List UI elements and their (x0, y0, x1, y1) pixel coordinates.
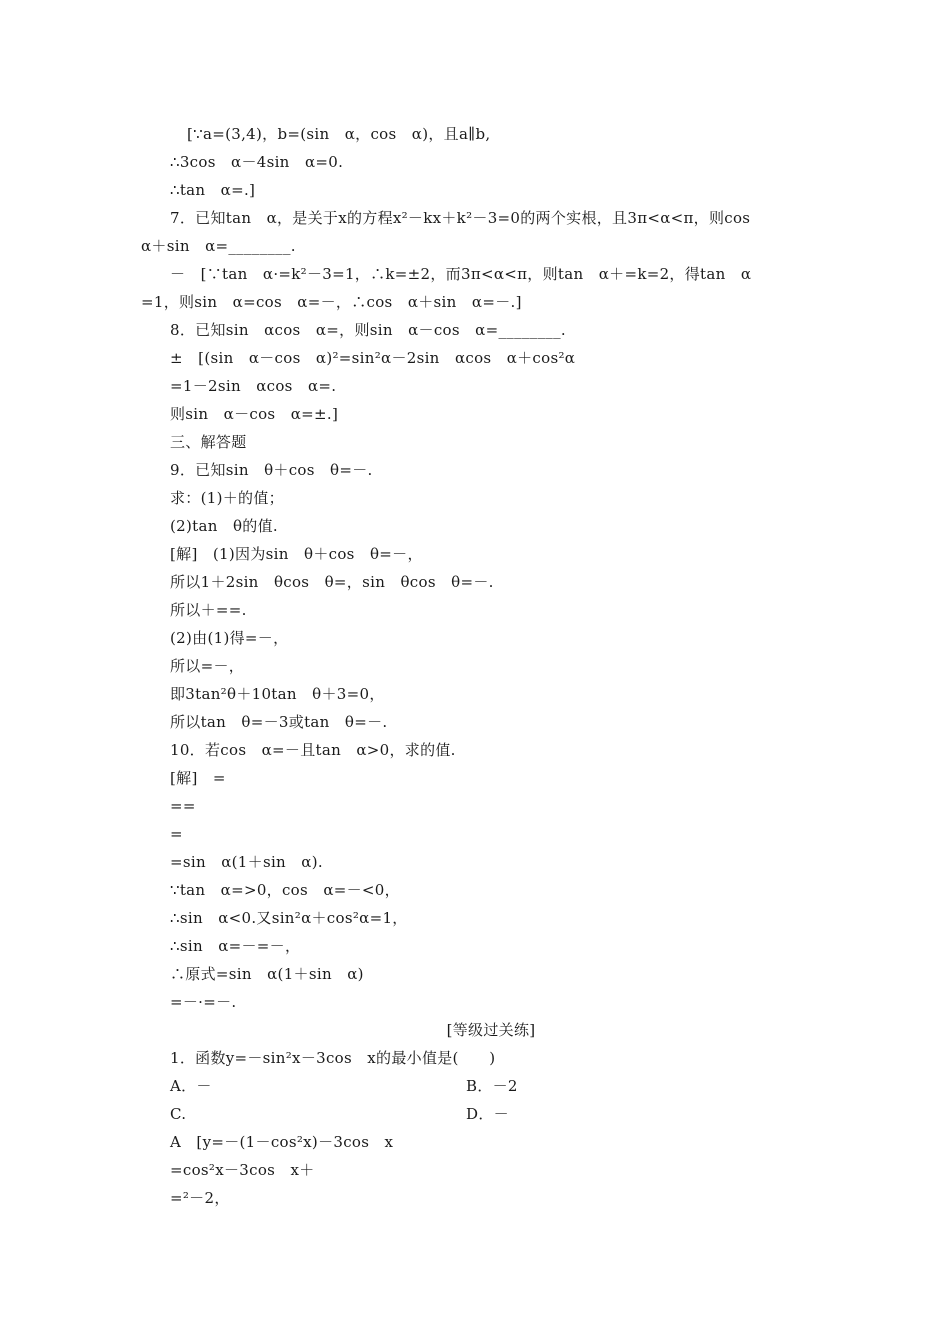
section-heading: 三、解答题 (170, 433, 247, 451)
option-c: C. (170, 1105, 187, 1123)
text-line: ∴3cos α－4sin α=0. (170, 153, 344, 171)
text-line: 所以1＋2sin θcos θ=，sin θcos θ=－. (170, 573, 494, 591)
question-10: 10．若cos α=－且tan α>0，求的值. (170, 741, 456, 759)
text-line: ∴原式=sin α(1＋sin α) (170, 965, 364, 983)
text-line: =1，则sin α=cos α=－，∴cos α＋sin α=－.] (141, 293, 522, 311)
text-line: [∵a=(3,4)，b=(sin α，cos α)，且a∥b, (187, 125, 491, 143)
text-line: ∵tan α=>0，cos α=－<0， (170, 881, 400, 899)
text-line: =cos²x－3cos x＋ (170, 1161, 315, 1179)
question-1-stem: 1．函数y=－sin²x－3cos x的最小值是( ) (170, 1049, 496, 1067)
text-line: 所以tan θ=－3或tan θ=－. (170, 713, 388, 731)
answer-1: A [y=－(1－cos²x)－3cos x (170, 1133, 394, 1151)
option-a: A．－ (170, 1077, 212, 1095)
text-line: =sin α(1＋sin α). (170, 853, 323, 871)
text-line: 即3tan²θ＋10tan θ＋3=0， (170, 685, 385, 703)
text-line: 求：(1)＋的值； (170, 489, 284, 507)
text-line: =²－2， (170, 1189, 230, 1207)
solution-9: [解] (1)因为sin θ＋cos θ=－， (170, 545, 423, 563)
option-b: B．－2 (466, 1077, 518, 1095)
answer-8: ± [(sin α－cos α)²=sin²α－2sin αcos α＋cos²α (170, 349, 576, 367)
text-line: == (170, 797, 196, 815)
text-line: = (170, 825, 183, 843)
text-line: ∴tan α=.] (170, 181, 256, 199)
text-line: 则sin α－cos α=±.] (170, 405, 339, 423)
text-line: 所以=－， (170, 657, 245, 675)
text-line: α＋sin α=________. (141, 237, 296, 255)
text-line: =1－2sin αcos α=. (170, 377, 337, 395)
answer-7: － [∵tan α·=k²－3=1，∴k=±2，而3π<α<π，则tan α＋=k=2，得tan α (170, 265, 752, 283)
section-title: [等级过关练] (446, 1021, 536, 1039)
question-7: 7．已知tan α，是关于x的方程x²－kx＋k²－3=0的两个实根，且3π<α<π，则cos (170, 209, 751, 227)
option-d: D．－ (466, 1105, 509, 1123)
text-line: 所以＋==. (170, 601, 247, 619)
text-line: (2)tan θ的值. (170, 517, 278, 535)
question-8: 8．已知sin αcos α=，则sin α－cos α=________. (170, 321, 566, 339)
text-line: ∴sin α<0.又sin²α＋cos²α=1， (170, 909, 408, 927)
question-9: 9．已知sin θ＋cos θ=－. (170, 461, 373, 479)
text-line: =－·=－. (170, 993, 237, 1011)
text-line: (2)由(1)得=－， (170, 629, 289, 647)
text-line: ∴sin α=－=－， (170, 937, 301, 955)
solution-10: [解] = (170, 769, 226, 787)
